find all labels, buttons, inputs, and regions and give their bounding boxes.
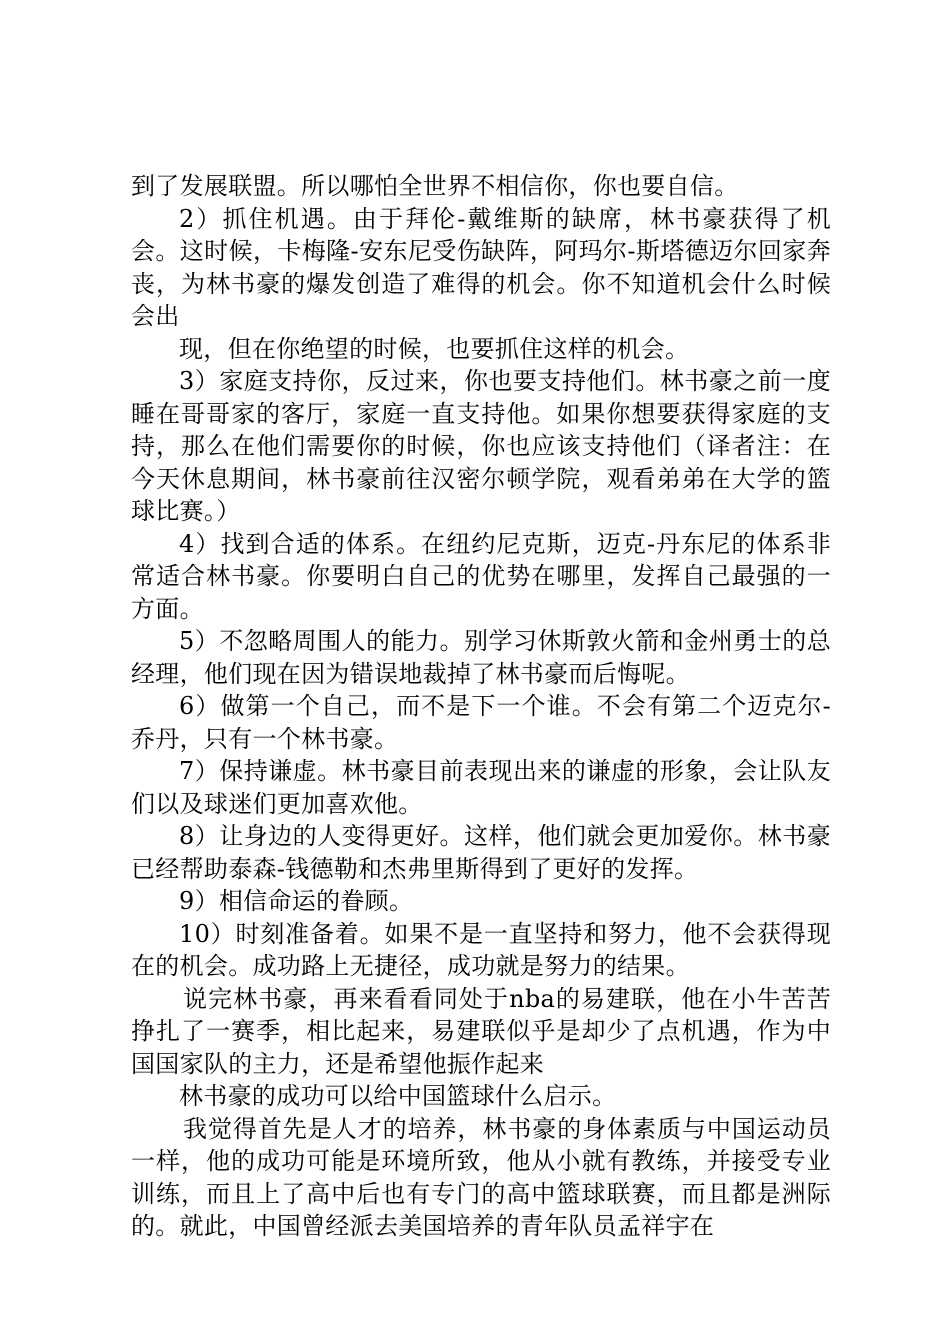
paragraph-7: 6）做第一个自己，而不是下一个谁。不会有第二个迈克尔-乔丹，只有一个林书豪。	[131, 692, 831, 753]
paragraph-8: 7）保持谦虚。林书豪目前表现出来的谦虚的形象，会让队友们以及球迷们更加喜欢他。	[131, 757, 831, 818]
paragraph-10: 9）相信命运的眷顾。	[179, 887, 414, 915]
paragraph-14: 我觉得首先是人才的培养，林书豪的身体素质与中国运动员一样，他的成功可能是环境所致，他从小就有教练，并接受专业训练，而且上了高中后也有专门的高中篮球联赛，而且都是洲际的。就此，中国曾经派去美国培养的青年队员孟祥宇在	[131, 1114, 831, 1240]
paragraph-5: 4）找到合适的体系。在纽约尼克斯，迈克-丹东尼的体系非常适合林书豪。你要明白自己的优势在哪里，发挥自己最强的一方面。	[131, 529, 831, 623]
document-page	[131, 170, 831, 1243]
paragraph-2: 2）抓住机遇。由于拜伦-戴维斯的缺席，林书豪获得了机会。这时候，卡梅隆-安东尼受伤缺阵，阿玛尔-斯塔德迈尔回家奔丧，为林书豪的爆发创造了难得的机会。你不知道机会什么时候会出	[131, 204, 831, 330]
paragraph-11: 10）时刻准备着。如果不是一直坚持和努力，他不会获得现在的机会。成功路上无捷径，成功就是努力的结果。	[131, 919, 831, 980]
paragraph-12: 说完林书豪，再来看看同处于nba的易建联，他在小牛苦苦挣扎了一赛季，相比起来，易建联似乎是却少了点机遇，作为中国国家队的主力，还是希望他振作起来	[131, 984, 831, 1078]
paragraph-6: 5）不忽略周围人的能力。别学习休斯敦火箭和金州勇士的总经理，他们现在因为错误地裁掉了林书豪而后悔呢。	[131, 627, 831, 688]
paragraph-3: 现，但在你绝望的时候，也要抓住这样的机会。	[179, 334, 690, 363]
paragraph-9: 8）让身边的人变得更好。这样，他们就会更加爱你。林书豪已经帮助泰森-钱德勒和杰弗里斯得到了更好的发挥。	[131, 822, 831, 883]
paragraph-1: 到了发展联盟。所以哪怕全世界不相信你，你也要自信。	[131, 172, 739, 200]
paragraph-13: 林书豪的成功可以给中国篮球什么启示。	[179, 1082, 617, 1110]
paragraph-4: 3）家庭支持你，反过来，你也要支持他们。林书豪之前一度睡在哥哥家的客厅，家庭一直支持他。如果你想要获得家庭的支持，那么在他们需要你的时候，你也应该支持他们（译者注：在今天休息期间，林书豪前往汉密尔顿学院，观看弟弟在大学的篮球比赛。）	[131, 367, 831, 525]
